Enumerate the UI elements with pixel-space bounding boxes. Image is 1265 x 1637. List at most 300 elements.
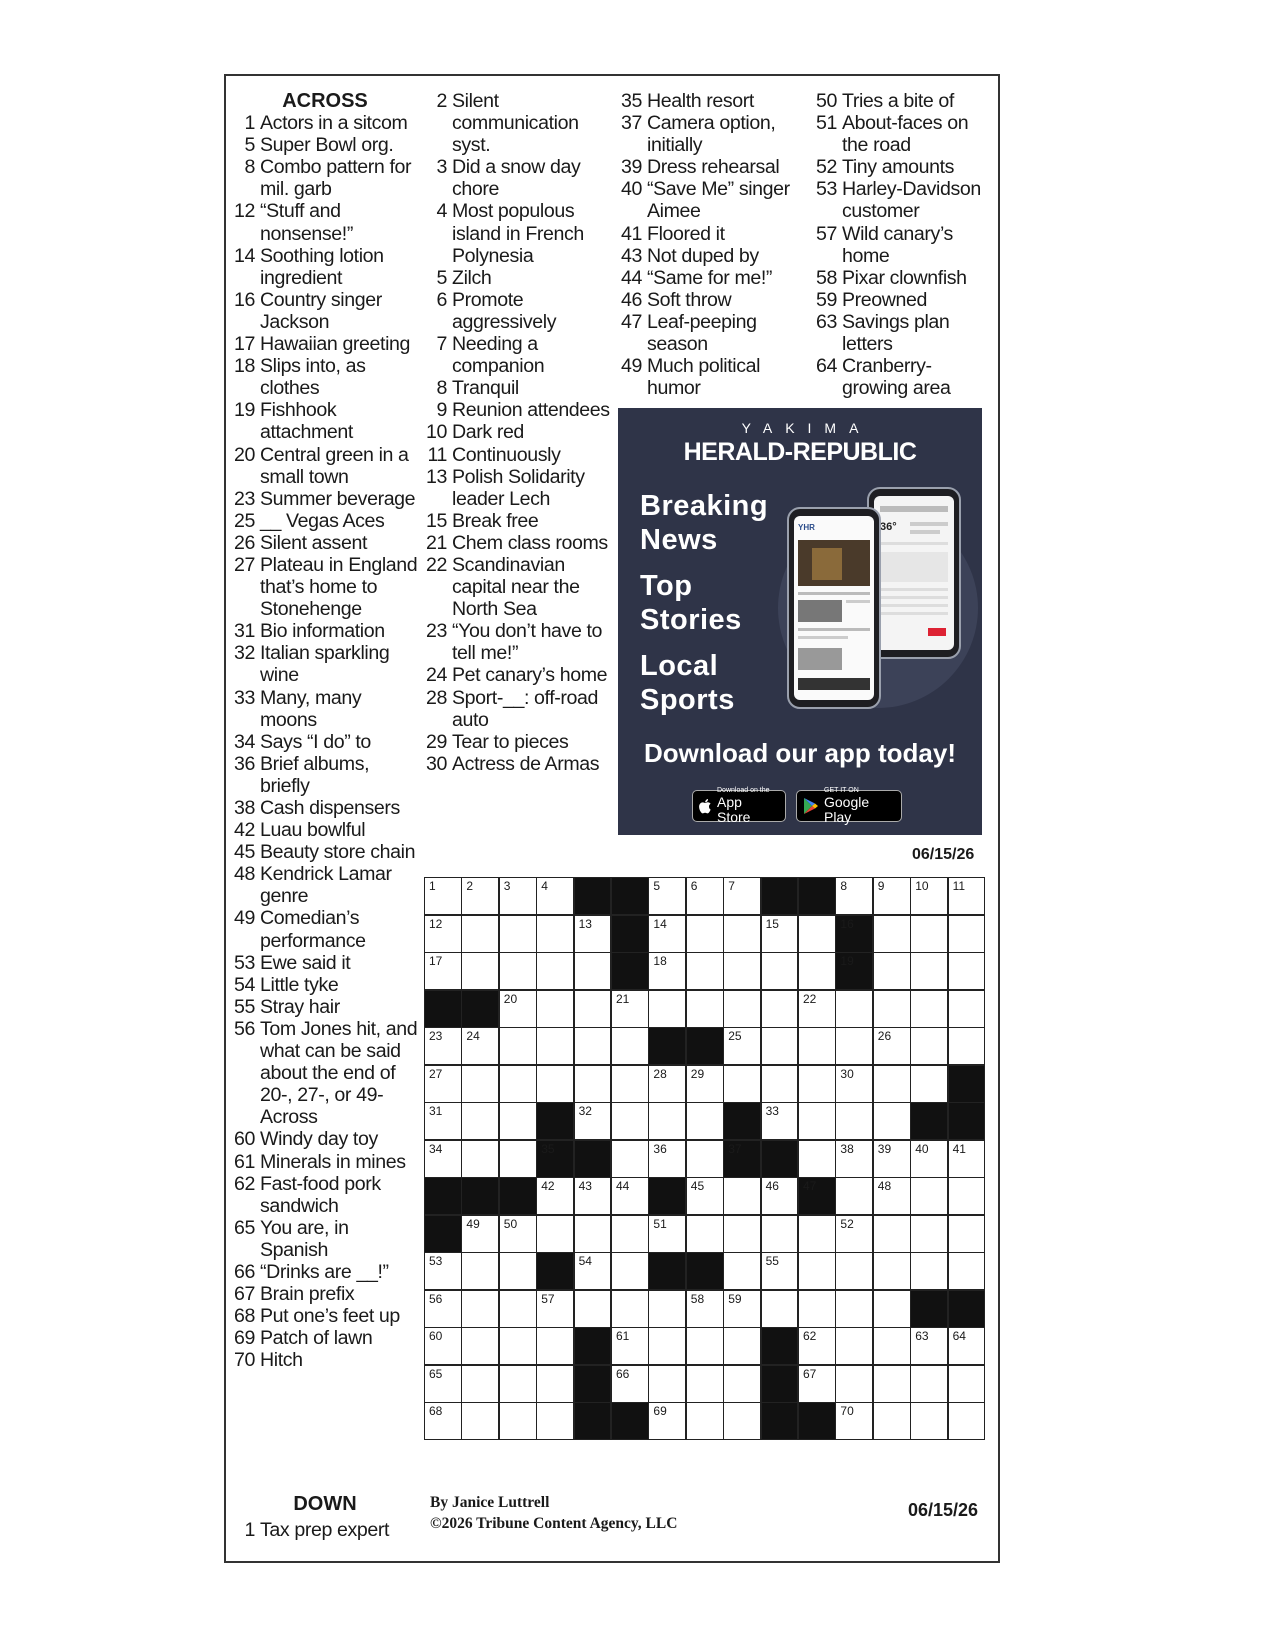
grid-cell[interactable] [910, 915, 948, 953]
clue-item [422, 399, 612, 421]
grid-cell[interactable] [499, 990, 537, 1028]
grid-cell[interactable] [611, 1102, 649, 1140]
grid-cell[interactable] [686, 1140, 724, 1178]
grid-cell[interactable] [835, 877, 873, 915]
grid-cell[interactable] [499, 1027, 537, 1065]
grid-cell[interactable] [835, 990, 873, 1028]
cell-number: 59 [728, 1291, 742, 1306]
clue-text: Brief albums, briefly [260, 752, 370, 797]
grid-cell[interactable] [873, 952, 911, 990]
grid-cell[interactable] [499, 877, 537, 915]
clue-text: Many, many moons [260, 686, 362, 731]
cell-number: 33 [765, 1104, 779, 1119]
clue-item [230, 134, 420, 156]
clue-number: 6 [436, 288, 447, 311]
grid-cell[interactable] [910, 1140, 948, 1178]
grid-cell[interactable] [611, 1290, 649, 1328]
clue-text: Super Bowl org. [260, 134, 394, 157]
cell-number: 12 [429, 916, 443, 931]
grid-cell[interactable] [499, 1327, 537, 1365]
grid-cell[interactable] [835, 1177, 873, 1215]
clue-text: Fishhook attachment [260, 399, 353, 444]
clue-number: 16 [234, 288, 255, 311]
clue-item [230, 333, 420, 355]
grid-cell[interactable] [461, 1215, 499, 1253]
grid-block [574, 1402, 612, 1440]
clue-text: Kendrick Lamar genre [260, 863, 392, 908]
grid-cell[interactable] [461, 1402, 499, 1440]
cell-number: 45 [690, 1179, 705, 1194]
grid-cell[interactable] [574, 1252, 612, 1290]
grid-cell[interactable] [648, 1402, 686, 1440]
grid-cell[interactable] [910, 1365, 948, 1403]
cell-number: 58 [690, 1291, 705, 1306]
grid-cell[interactable] [648, 877, 686, 915]
clue-text: Chem class rooms [452, 531, 608, 554]
grid-cell[interactable] [761, 1290, 799, 1328]
cell-number: 1 [429, 879, 436, 893]
grid-cell[interactable] [798, 1215, 836, 1253]
cell-number: 24 [466, 1029, 480, 1044]
grid-cell[interactable] [910, 1027, 948, 1065]
grid-cell[interactable] [648, 952, 686, 990]
grid-cell[interactable] [648, 915, 686, 953]
grid-cell[interactable] [611, 1065, 649, 1103]
grid-cell[interactable] [948, 1327, 986, 1365]
grid-block [648, 1027, 686, 1065]
grid-cell[interactable] [424, 952, 462, 990]
grid-cell[interactable] [723, 1027, 761, 1065]
clue-number: 40 [621, 178, 642, 201]
grid-cell[interactable] [761, 990, 799, 1028]
grid-cell[interactable] [686, 1365, 724, 1403]
clue-text: Dark red [452, 421, 524, 444]
grid-cell[interactable] [648, 1327, 686, 1365]
grid-cell[interactable] [461, 1252, 499, 1290]
grid-cell[interactable] [461, 1365, 499, 1403]
clue-item [230, 1151, 420, 1173]
grid-cell[interactable] [761, 1177, 799, 1215]
grid-cell[interactable] [723, 952, 761, 990]
grid-cell[interactable] [835, 1065, 873, 1103]
grid-cell[interactable] [835, 1027, 873, 1065]
clue-number: 53 [816, 178, 837, 201]
grid-cell[interactable] [723, 990, 761, 1028]
grid-cell[interactable] [686, 877, 724, 915]
grid-cell[interactable] [873, 1252, 911, 1290]
grid-block [761, 1327, 799, 1365]
clue-number: 14 [234, 244, 255, 267]
grid-cell[interactable] [873, 1065, 911, 1103]
grid-cell[interactable] [424, 915, 462, 953]
down-heading: DOWN [293, 1493, 357, 1515]
grid-cell[interactable] [723, 1402, 761, 1440]
grid-cell[interactable] [574, 915, 612, 953]
grid-cell[interactable] [873, 1215, 911, 1253]
grid-cell[interactable] [424, 1102, 462, 1140]
cell-number: 50 [503, 1216, 518, 1231]
clue-item [230, 1128, 420, 1150]
grid-cell[interactable] [835, 1290, 873, 1328]
clue-text: Slips into, as clothes [260, 355, 366, 400]
grid-cell[interactable] [910, 1065, 948, 1103]
grid-cell[interactable] [499, 1365, 537, 1403]
grid-cell[interactable] [499, 1290, 537, 1328]
grid-block [798, 877, 836, 915]
puzzle-date-bottom: 06/15/26 [908, 1500, 979, 1520]
grid-cell[interactable] [910, 1252, 948, 1290]
grid-cell[interactable] [611, 1365, 649, 1403]
grid-block [761, 877, 799, 915]
grid-cell[interactable] [723, 1252, 761, 1290]
clue-item [230, 996, 420, 1018]
grid-cell[interactable] [835, 1215, 873, 1253]
clue-text: Did a snow day chore [452, 156, 581, 201]
grid-cell[interactable] [424, 1140, 462, 1178]
clue-number: 49 [234, 907, 255, 930]
cell-number: 2 [466, 879, 474, 893]
google-play-button[interactable] [796, 787, 902, 825]
grid-cell[interactable] [948, 1177, 986, 1215]
clue-number: 53 [234, 951, 255, 974]
grid-cell[interactable] [835, 1140, 873, 1178]
phone-app-label: YHR [798, 523, 815, 532]
grid-cell[interactable] [948, 1252, 986, 1290]
grid-cell[interactable] [835, 1402, 873, 1440]
grid-cell[interactable] [536, 952, 574, 990]
grid-cell[interactable] [798, 915, 836, 953]
app-store-button[interactable] [692, 787, 786, 825]
grid-cell[interactable] [461, 1290, 499, 1328]
grid-cell[interactable] [686, 1102, 724, 1140]
clue-item [230, 1217, 420, 1261]
grid-cell[interactable] [424, 1365, 462, 1403]
clue-number: 10 [426, 421, 447, 444]
clue-text: Harley-Davidson customer [842, 178, 981, 223]
grid-cell[interactable] [948, 1140, 986, 1178]
clue-column-1 [230, 90, 420, 1371]
grid-cell[interactable] [499, 1252, 537, 1290]
grid-cell[interactable] [648, 1102, 686, 1140]
grid-cell[interactable] [461, 1027, 499, 1065]
grid-cell[interactable] [424, 1027, 462, 1065]
grid-cell[interactable] [910, 952, 948, 990]
grid-cell[interactable] [948, 1402, 986, 1440]
grid-cell[interactable] [686, 1065, 724, 1103]
grid-cell[interactable] [536, 1290, 574, 1328]
clue-item [230, 731, 420, 753]
grid-cell[interactable] [611, 1327, 649, 1365]
clue-text: Cash dispensers [260, 797, 400, 819]
clue-item [230, 1305, 420, 1327]
grid-block [835, 915, 873, 953]
grid-block [611, 1402, 649, 1440]
clue-item [422, 156, 612, 200]
grid-cell[interactable] [461, 1327, 499, 1365]
clue-item [230, 863, 420, 907]
clue-item [230, 819, 420, 841]
grid-cell[interactable] [873, 915, 911, 953]
grid-cell[interactable] [686, 1177, 724, 1215]
grid-cell[interactable] [835, 1327, 873, 1365]
grid-cell[interactable] [873, 1402, 911, 1440]
grid-cell[interactable] [798, 1102, 836, 1140]
grid-cell[interactable] [536, 990, 574, 1028]
grid-cell[interactable] [648, 990, 686, 1028]
grid-cell[interactable] [723, 915, 761, 953]
grid-cell[interactable] [761, 1215, 799, 1253]
grid-cell[interactable] [611, 1252, 649, 1290]
grid-cell[interactable] [574, 1215, 612, 1253]
clue-item [230, 687, 420, 731]
grid-cell[interactable] [761, 1102, 799, 1140]
grid-cell[interactable] [910, 1402, 948, 1440]
clue-item [230, 907, 420, 951]
grid-cell[interactable] [424, 1252, 462, 1290]
grid-cell[interactable] [948, 990, 986, 1028]
clue-text: Ewe said it [260, 951, 351, 974]
clue-text: Hitch [260, 1349, 303, 1372]
clue-number: 51 [816, 112, 837, 135]
grid-cell[interactable] [536, 1402, 574, 1440]
grid-cell[interactable] [873, 1290, 911, 1328]
clue-number: 33 [234, 686, 255, 709]
grid-cell[interactable] [536, 1177, 574, 1215]
clue-number: 47 [621, 310, 642, 333]
grid-block [574, 1327, 612, 1365]
grid-cell[interactable] [686, 1290, 724, 1328]
grid-cell[interactable] [424, 1290, 462, 1328]
phones-illustration [768, 478, 978, 728]
grid-cell[interactable] [835, 1365, 873, 1403]
grid-cell[interactable] [611, 1177, 649, 1215]
grid-cell[interactable] [424, 1065, 462, 1103]
grid-cell[interactable] [536, 1027, 574, 1065]
grid-cell[interactable] [648, 1140, 686, 1178]
grid-cell[interactable] [499, 1065, 537, 1103]
grid-cell[interactable] [948, 1027, 986, 1065]
grid-cell[interactable] [835, 1252, 873, 1290]
grid-cell[interactable] [723, 1327, 761, 1365]
grid-cell[interactable] [611, 1140, 649, 1178]
cell-number: 35 [541, 1141, 555, 1156]
grid-cell[interactable] [648, 1365, 686, 1403]
grid-cell[interactable] [536, 915, 574, 953]
clue-text: Bio information [260, 620, 385, 643]
google-play-icon [803, 797, 819, 815]
grid-cell[interactable] [536, 1365, 574, 1403]
grid-cell[interactable] [686, 1327, 724, 1365]
clue-item [812, 90, 997, 112]
grid-cell[interactable] [948, 1365, 986, 1403]
grid-cell[interactable] [761, 1027, 799, 1065]
cell-number: 31 [429, 1104, 443, 1119]
grid-cell[interactable] [686, 915, 724, 953]
app-advertisement[interactable] [618, 408, 982, 835]
grid-cell[interactable] [723, 1065, 761, 1103]
ad-line-6: Sports [640, 684, 735, 716]
clue-item [422, 731, 612, 753]
grid-cell[interactable] [648, 1215, 686, 1253]
cell-number: 26 [877, 1029, 892, 1044]
across-heading: ACROSS [282, 90, 368, 112]
clue-item [617, 289, 807, 311]
grid-cell[interactable] [686, 1215, 724, 1253]
google-play-label: Google Play [824, 794, 870, 825]
grid-cell[interactable] [910, 877, 948, 915]
grid-cell[interactable] [461, 952, 499, 990]
clue-item [230, 1327, 420, 1349]
grid-cell[interactable] [461, 915, 499, 953]
grid-cell[interactable] [761, 1065, 799, 1103]
clue-number: 45 [234, 841, 255, 864]
clue-item [230, 1261, 420, 1283]
clue-text: Soft throw [647, 288, 732, 311]
cell-number: 36 [653, 1141, 667, 1156]
grid-cell[interactable] [873, 1177, 911, 1215]
grid-cell[interactable] [761, 915, 799, 953]
grid-cell[interactable] [536, 1215, 574, 1253]
grid-cell[interactable] [461, 1102, 499, 1140]
crossword-grid[interactable] [424, 877, 985, 1440]
clue-number: 20 [234, 443, 255, 466]
grid-cell[interactable] [648, 1290, 686, 1328]
clue-number: 64 [816, 355, 837, 378]
clue-item [230, 510, 420, 532]
grid-cell[interactable] [761, 1252, 799, 1290]
phone-temp-label: 36° [880, 521, 897, 533]
grid-cell[interactable] [948, 1215, 986, 1253]
grid-cell[interactable] [948, 877, 986, 915]
grid-cell[interactable] [686, 952, 724, 990]
cell-number: 70 [840, 1404, 854, 1419]
clue-number: 39 [621, 156, 642, 179]
grid-cell[interactable] [499, 1402, 537, 1440]
grid-cell[interactable] [499, 1215, 537, 1253]
clue-number: 13 [426, 465, 447, 488]
grid-cell[interactable] [873, 877, 911, 915]
grid-cell[interactable] [499, 952, 537, 990]
grid-cell[interactable] [611, 990, 649, 1028]
grid-cell[interactable] [499, 915, 537, 953]
cell-number: 55 [765, 1254, 779, 1269]
grid-cell[interactable] [873, 1140, 911, 1178]
grid-cell[interactable] [798, 1327, 836, 1365]
grid-cell[interactable] [424, 1402, 462, 1440]
clue-item [617, 355, 807, 399]
grid-cell[interactable] [536, 877, 574, 915]
grid-cell[interactable] [873, 990, 911, 1028]
grid-cell[interactable] [424, 1327, 462, 1365]
grid-cell[interactable] [761, 952, 799, 990]
grid-cell[interactable] [723, 1177, 761, 1215]
grid-cell[interactable] [910, 1327, 948, 1365]
grid-cell[interactable] [798, 1027, 836, 1065]
grid-cell[interactable] [723, 1365, 761, 1403]
grid-cell[interactable] [499, 1140, 537, 1178]
grid-cell[interactable] [574, 1290, 612, 1328]
clue-text: Tom Jones hit, and what can be said about the end of 20-, 27-, or 49-Across [260, 1017, 418, 1129]
clue-text: Health resort [647, 90, 754, 112]
grid-cell[interactable] [910, 1177, 948, 1215]
grid-cell[interactable] [574, 990, 612, 1028]
grid-cell[interactable] [461, 1140, 499, 1178]
grid-cell[interactable] [611, 1215, 649, 1253]
grid-cell[interactable] [798, 952, 836, 990]
grid-cell[interactable] [873, 1327, 911, 1365]
clue-text: Camera option, initially [647, 112, 776, 157]
grid-cell[interactable] [648, 1065, 686, 1103]
grid-cell[interactable] [910, 1215, 948, 1253]
clue-text: Actors in a sitcom [260, 112, 408, 135]
cell-number: 48 [877, 1179, 892, 1194]
grid-cell[interactable] [798, 990, 836, 1028]
grid-block [648, 1177, 686, 1215]
clue-number: 58 [816, 266, 837, 289]
ad-line-3: Top [640, 570, 693, 602]
grid-cell[interactable] [536, 1065, 574, 1103]
grid-cell[interactable] [873, 1365, 911, 1403]
grid-cell[interactable] [798, 1140, 836, 1178]
grid-cell[interactable] [574, 1102, 612, 1140]
cell-number: 41 [952, 1141, 966, 1156]
grid-cell[interactable] [723, 1215, 761, 1253]
cell-number: 5 [653, 879, 661, 893]
clue-text: Comedian’s performance [260, 907, 366, 952]
clue-text: Luau bowlful [260, 819, 366, 842]
grid-cell[interactable] [948, 952, 986, 990]
clue-number: 5 [244, 134, 255, 157]
grid-cell[interactable] [574, 1027, 612, 1065]
clue-item [422, 753, 612, 775]
grid-cell[interactable] [611, 1027, 649, 1065]
grid-cell[interactable] [873, 1102, 911, 1140]
grid-cell[interactable] [461, 877, 499, 915]
grid-cell[interactable] [574, 1065, 612, 1103]
grid-cell[interactable] [424, 877, 462, 915]
grid-cell[interactable] [574, 1177, 612, 1215]
clue-item [422, 377, 612, 399]
clue-number: 9 [436, 399, 447, 422]
grid-cell[interactable] [686, 1402, 724, 1440]
grid-cell[interactable] [686, 990, 724, 1028]
grid-cell[interactable] [798, 1065, 836, 1103]
cell-number: 9 [877, 879, 885, 893]
grid-cell[interactable] [798, 1290, 836, 1328]
clue-number: 11 [427, 443, 447, 466]
clue-number: 12 [234, 200, 255, 223]
clue-item [422, 532, 612, 554]
grid-cell[interactable] [574, 952, 612, 990]
clue-number: 66 [234, 1260, 255, 1283]
grid-cell[interactable] [948, 915, 986, 953]
grid-block [611, 952, 649, 990]
grid-cell[interactable] [798, 1365, 836, 1403]
grid-cell[interactable] [798, 1252, 836, 1290]
grid-cell[interactable] [835, 1102, 873, 1140]
grid-cell[interactable] [873, 1027, 911, 1065]
cell-number: 66 [616, 1366, 630, 1381]
clue-item [812, 178, 997, 222]
grid-cell[interactable] [723, 877, 761, 915]
cell-number: 57 [541, 1291, 555, 1306]
grid-cell[interactable] [461, 1065, 499, 1103]
grid-cell[interactable] [910, 990, 948, 1028]
clue-number: 32 [234, 642, 255, 665]
grid-cell[interactable] [536, 1327, 574, 1365]
grid-cell[interactable] [499, 1102, 537, 1140]
grid-cell[interactable] [723, 1290, 761, 1328]
